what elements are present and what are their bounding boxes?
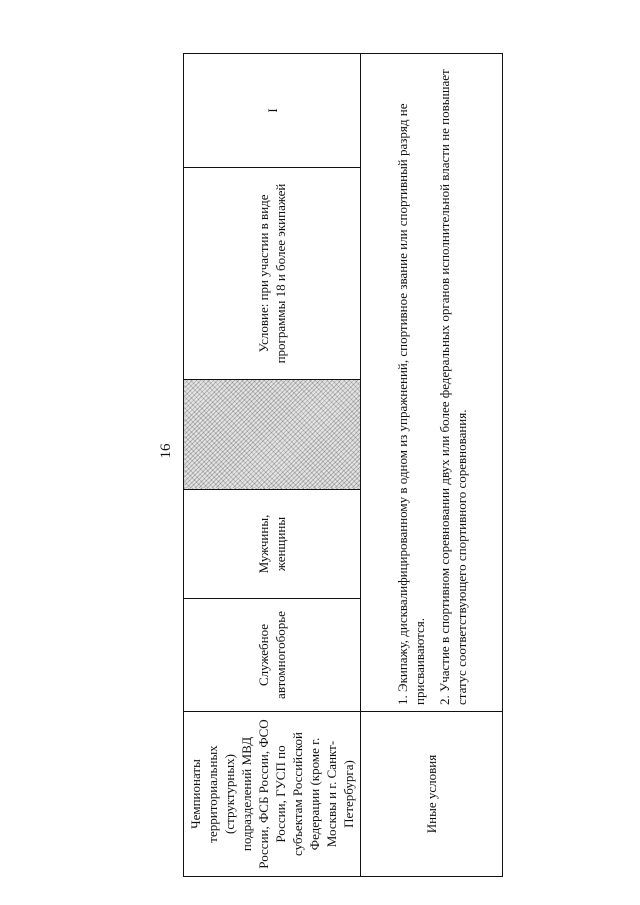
note-item: 1. Экипажу, дисквалифицированному в одном из упражнений, спортивное звание или спортивный разряд не присваиваются.	[394, 103, 427, 705]
discipline-cell: Служебное автомногоборье	[184, 599, 361, 712]
category-cell: I	[184, 54, 361, 168]
other-conditions-label: Иные условия	[361, 712, 503, 877]
competition-cell: Чемпионаты территориальных (структурных) подразделений МВД России, ФСБ России, ФСО России, ГУСП по субъектам Российской Федерации (кроме г. Москвы и г. Санкт-Петербурга)	[184, 712, 361, 877]
table-row	[184, 54, 361, 877]
other-conditions-notes	[361, 54, 503, 712]
page-number: 16	[158, 443, 174, 459]
table-row	[361, 54, 503, 877]
condition-cell: Условие: при участии в виде программы 18 и более экипажей	[184, 168, 361, 380]
note-item: 2. Участие в спортивном соревновании двух или более федеральных органов исполнительной власти не повышает статус соответствующего спортивного соревнования.	[436, 69, 469, 705]
gender-cell: Мужчины, женщины	[184, 490, 361, 599]
requirements-table	[183, 53, 503, 877]
hatched-empty-cell	[184, 380, 361, 490]
